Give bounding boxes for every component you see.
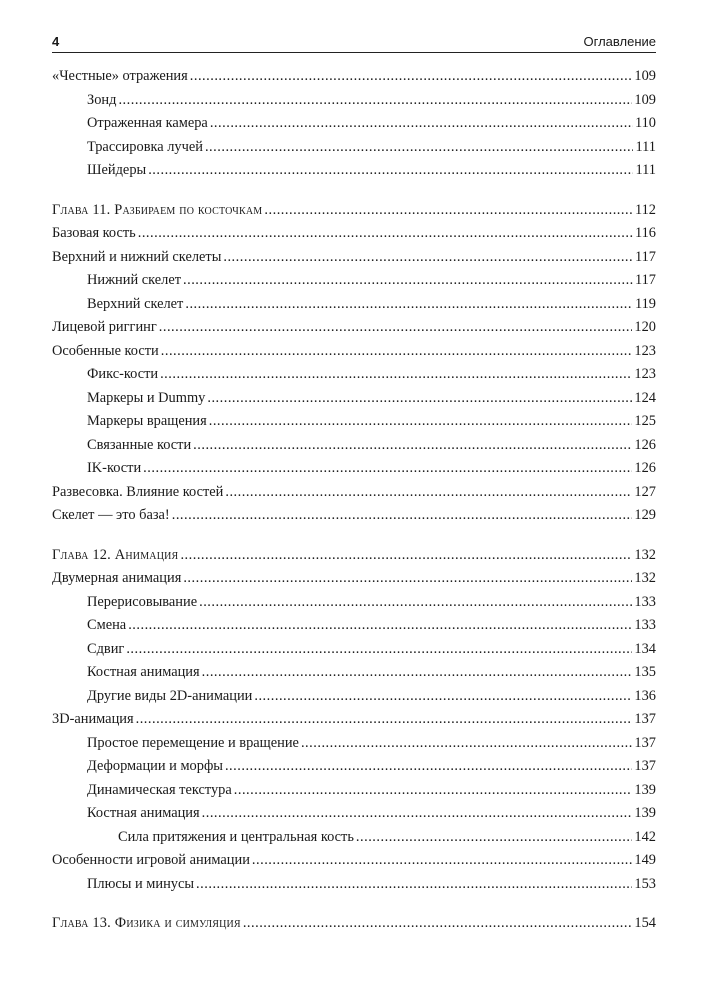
toc-entry bbox=[52, 457, 656, 481]
toc-entry bbox=[52, 708, 656, 732]
toc-entry bbox=[52, 340, 656, 364]
toc-entry bbox=[52, 410, 656, 434]
toc-entry-title: Зонд bbox=[87, 91, 117, 108]
dot-leader bbox=[207, 387, 632, 411]
toc-entry bbox=[52, 65, 656, 89]
dot-leader bbox=[301, 732, 632, 756]
toc-entry-page: 123 bbox=[634, 366, 656, 382]
toc-entry bbox=[52, 779, 656, 803]
toc-entry-title: Особенности игровой анимации bbox=[52, 852, 250, 868]
dot-leader bbox=[254, 685, 632, 709]
toc-entry-page: 129 bbox=[634, 507, 656, 523]
page-number: 4 bbox=[52, 34, 60, 49]
toc-entry-page: 139 bbox=[634, 781, 656, 798]
toc-entry-page: 117 bbox=[634, 272, 656, 288]
toc-entry-title: Трассировка лучей bbox=[87, 138, 203, 155]
dot-leader bbox=[126, 638, 632, 662]
toc-entry bbox=[52, 269, 656, 293]
toc-entry-title: Фикс-кости bbox=[87, 366, 159, 382]
dot-leader bbox=[190, 65, 633, 89]
toc-entry-page: 116 bbox=[634, 225, 656, 241]
toc-entry-page: 110 bbox=[634, 115, 656, 131]
toc-entry-title: «Честные» отражения bbox=[52, 68, 188, 84]
toc-entry bbox=[52, 732, 656, 756]
toc-entry bbox=[52, 567, 656, 591]
toc-entry-title: Динамическая текстура bbox=[87, 781, 232, 798]
toc-entry-title: Костная анимация bbox=[87, 664, 200, 680]
toc-entry-title: Особенные кости bbox=[52, 342, 159, 359]
toc-entry-title: Маркеры вращения bbox=[87, 413, 207, 429]
toc-entry-page: 109 bbox=[634, 68, 656, 84]
toc-entry-page: 123 bbox=[634, 342, 656, 359]
toc-entry-title: Нижний скелет bbox=[87, 272, 182, 288]
toc-entry-page: 142 bbox=[634, 828, 656, 845]
toc-entry-page: 117 bbox=[634, 248, 656, 265]
toc-entry-page: 134 bbox=[634, 640, 656, 657]
toc-entry-page: 139 bbox=[634, 805, 656, 821]
toc-entry-title: Двумерная анимация bbox=[52, 570, 182, 586]
toc-entry-page: 119 bbox=[634, 295, 656, 312]
toc-entry-title: Шейдеры bbox=[87, 162, 147, 178]
dot-leader bbox=[172, 504, 633, 528]
dot-leader bbox=[243, 912, 633, 936]
dot-leader bbox=[136, 708, 633, 732]
dot-leader bbox=[234, 779, 633, 803]
toc-entry bbox=[52, 293, 656, 317]
toc-entry bbox=[52, 363, 656, 387]
toc-entry-page: 124 bbox=[634, 389, 656, 406]
toc-entry-title: Сдвиг bbox=[87, 640, 125, 657]
toc-entry-page: 135 bbox=[634, 664, 656, 680]
toc-entry bbox=[52, 136, 656, 160]
dot-leader bbox=[210, 112, 633, 136]
table-of-contents bbox=[52, 65, 656, 936]
toc-entry-page: 126 bbox=[634, 436, 656, 453]
toc-entry-page: 111 bbox=[635, 162, 656, 178]
toc-entry bbox=[52, 826, 656, 850]
toc-entry-title: Базовая кость bbox=[52, 225, 136, 241]
toc-entry-title: Лицевой риггинг bbox=[52, 319, 157, 335]
toc-entry-page: 132 bbox=[634, 546, 656, 563]
toc-entry-title: Верхний скелет bbox=[87, 295, 184, 312]
toc-entry bbox=[52, 614, 656, 638]
toc-entry bbox=[52, 504, 656, 528]
dot-leader bbox=[199, 591, 632, 615]
toc-entry-page: 133 bbox=[634, 593, 656, 610]
dot-leader bbox=[148, 159, 633, 183]
toc-entry-page: 153 bbox=[634, 875, 656, 892]
toc-entry-page: 137 bbox=[634, 758, 656, 774]
toc-entry-page: 132 bbox=[634, 570, 656, 586]
toc-entry-title: Деформации и морфы bbox=[87, 758, 223, 774]
toc-entry-page: 137 bbox=[634, 711, 656, 727]
toc-entry bbox=[52, 802, 656, 826]
running-header bbox=[52, 32, 656, 53]
toc-entry bbox=[52, 246, 656, 270]
toc-entry-title: Связанные кости bbox=[87, 436, 192, 453]
dot-leader bbox=[209, 410, 633, 434]
toc-entry bbox=[52, 159, 656, 183]
toc-entry bbox=[52, 638, 656, 662]
toc-entry-title: 3D-анимация bbox=[52, 711, 134, 727]
toc-entry-page: 125 bbox=[634, 413, 656, 429]
dot-leader bbox=[118, 89, 632, 113]
toc-entry-title: Скелет — это база! bbox=[52, 507, 170, 523]
dot-leader bbox=[143, 457, 632, 481]
dot-leader bbox=[356, 826, 633, 850]
toc-entry-title: Глава 12. Анимация bbox=[52, 546, 179, 563]
toc-entry bbox=[52, 387, 656, 411]
toc-entry-page: 136 bbox=[634, 687, 656, 704]
toc-entry-page: 149 bbox=[634, 852, 656, 868]
dot-leader bbox=[196, 873, 632, 897]
toc-entry bbox=[52, 755, 656, 779]
toc-entry-page: 109 bbox=[634, 91, 656, 108]
toc-entry-title: Глава 11. Разбираем по косточкам bbox=[52, 201, 263, 218]
toc-entry-page: 126 bbox=[634, 460, 656, 476]
dot-leader bbox=[264, 199, 633, 223]
toc-entry-title: Глава 13. Физика и симуляция bbox=[52, 915, 241, 931]
running-title: Оглавление bbox=[583, 34, 656, 49]
dot-leader bbox=[183, 567, 632, 591]
toc-entry bbox=[52, 434, 656, 458]
dot-leader bbox=[128, 614, 632, 638]
dot-leader bbox=[183, 269, 633, 293]
toc-entry-page: 137 bbox=[634, 734, 656, 751]
toc-entry-page: 127 bbox=[634, 483, 656, 500]
toc-chapter-entry bbox=[52, 199, 656, 223]
toc-entry-title: Плюсы и минусы bbox=[87, 875, 195, 892]
toc-entry-title: Развесовка. Влияние костей bbox=[52, 483, 224, 500]
toc-entry bbox=[52, 849, 656, 873]
dot-leader bbox=[252, 849, 633, 873]
toc-entry-page: 133 bbox=[634, 617, 656, 633]
toc-entry-title: Простое перемещение и вращение bbox=[87, 734, 299, 751]
toc-entry bbox=[52, 661, 656, 685]
toc-chapter-entry bbox=[52, 912, 656, 936]
dot-leader bbox=[205, 136, 634, 160]
toc-entry-page: 111 bbox=[635, 138, 656, 155]
toc-entry-title: Смена bbox=[87, 617, 127, 633]
toc-entry-page: 120 bbox=[634, 319, 656, 335]
toc-entry-title: Отраженная камера bbox=[87, 115, 208, 131]
toc-entry bbox=[52, 89, 656, 113]
toc-entry bbox=[52, 873, 656, 897]
toc-entry-title: Верхний и нижний скелеты bbox=[52, 248, 222, 265]
dot-leader bbox=[160, 363, 632, 387]
toc-entry-title: Сила притяжения и центральная кость bbox=[118, 828, 354, 845]
dot-leader bbox=[202, 802, 633, 826]
toc-entry-title: Другие виды 2D-анимации bbox=[87, 687, 253, 704]
dot-leader bbox=[225, 755, 632, 779]
toc-entry-title: Костная анимация bbox=[87, 805, 200, 821]
toc-chapter-entry bbox=[52, 544, 656, 568]
toc-entry-title: IK-кости bbox=[87, 460, 142, 476]
toc-entry-page: 154 bbox=[634, 915, 656, 931]
dot-leader bbox=[225, 481, 632, 505]
toc-entry bbox=[52, 481, 656, 505]
dot-leader bbox=[202, 661, 633, 685]
dot-leader bbox=[159, 316, 633, 340]
dot-leader bbox=[193, 434, 632, 458]
dot-leader bbox=[223, 246, 633, 270]
toc-entry bbox=[52, 591, 656, 615]
toc-entry bbox=[52, 112, 656, 136]
toc-entry bbox=[52, 685, 656, 709]
toc-entry bbox=[52, 316, 656, 340]
toc-entry-page: 112 bbox=[634, 201, 656, 218]
dot-leader bbox=[138, 222, 633, 246]
toc-entry-title: Перерисовывание bbox=[87, 593, 198, 610]
dot-leader bbox=[180, 544, 632, 568]
toc-entry bbox=[52, 222, 656, 246]
dot-leader bbox=[161, 340, 633, 364]
dot-leader bbox=[185, 293, 633, 317]
toc-entry-title: Маркеры и Dummy bbox=[87, 389, 206, 406]
